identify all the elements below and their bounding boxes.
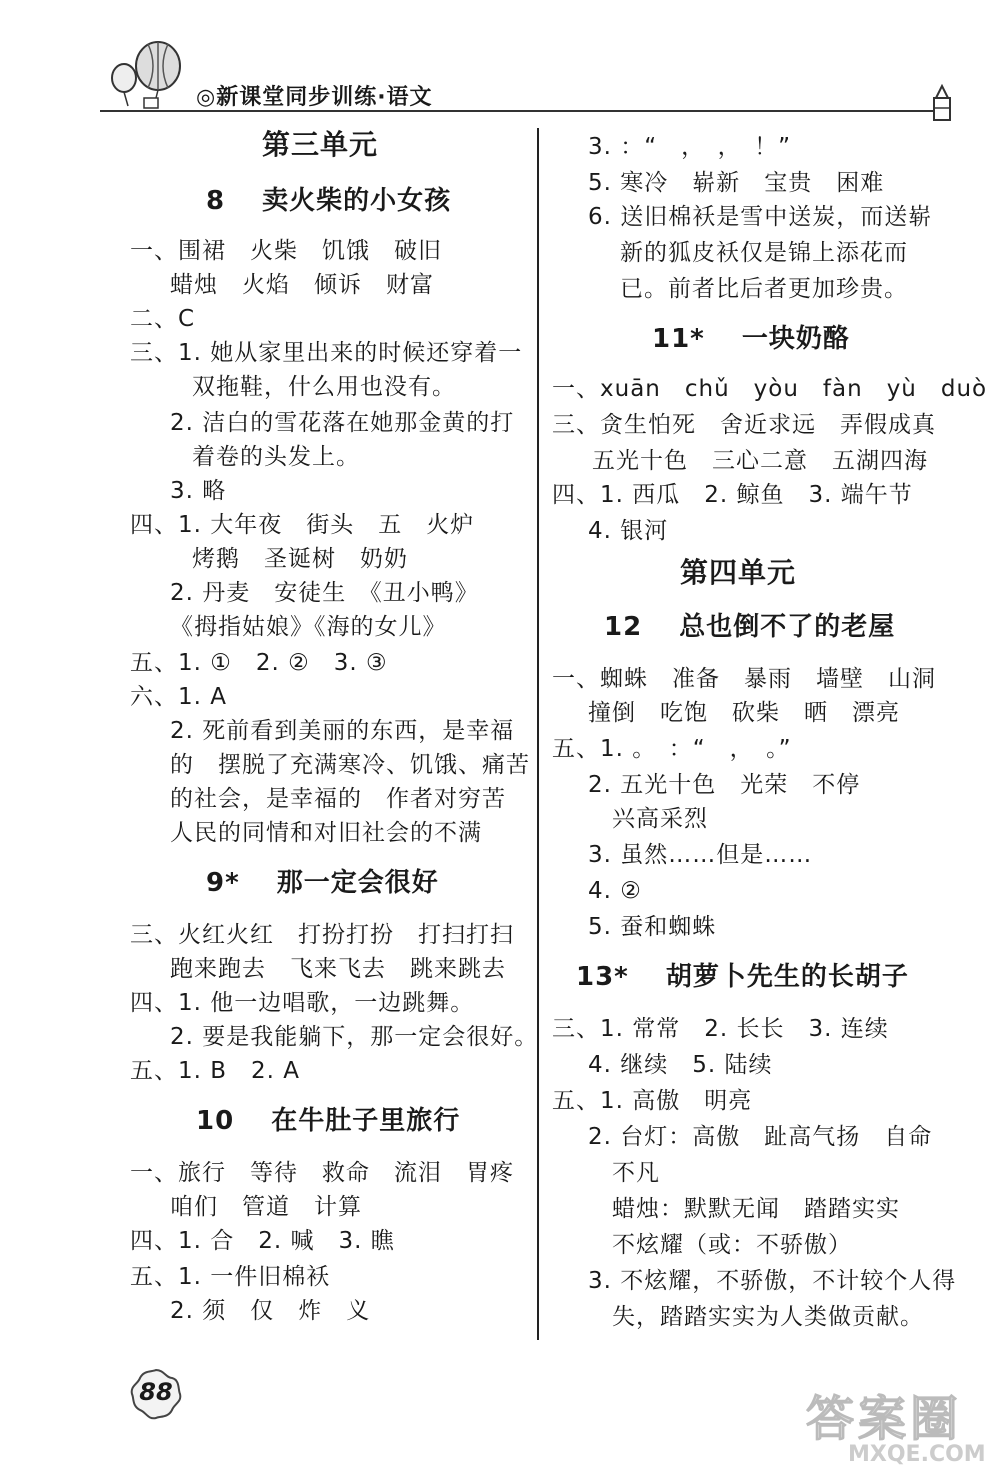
page-number: 88 (139, 1378, 173, 1406)
answer-line: 2. 须 仅 炸 义 (170, 1298, 371, 1324)
answer-line: 五、1. 。 ：“ ， 。” (552, 736, 792, 762)
answer-line: 不凡 (612, 1160, 660, 1186)
answer-line: 四、1. 大年夜 街头 五 火炉 (130, 512, 475, 538)
balloons-icon (100, 40, 190, 112)
answer-line: 一、围裙 火柴 饥饿 破旧 (130, 238, 442, 264)
answer-line: 蜡烛 火焰 倾诉 财富 (170, 272, 434, 298)
answer-line: 4. ② (588, 878, 642, 904)
answer-line: 一、旅行 等待 救命 流泪 胃疼 (130, 1160, 514, 1186)
page-header (0, 0, 1000, 120)
answer-line: 兴高采烈 (612, 806, 708, 832)
answer-line: 的社会，是幸福的 作者对穷苦 (170, 786, 506, 812)
answer-line: 一、蜘蛛 准备 暴雨 墙壁 山洞 (552, 666, 936, 692)
column-divider (537, 128, 539, 1340)
answer-line: 撞倒 吃饱 砍柴 晒 漂亮 (588, 700, 900, 726)
answer-line: 咱们 管道 计算 (170, 1194, 362, 1220)
answer-line: 烤鹅 圣诞树 奶奶 (192, 546, 408, 572)
answer-line: 3. 略 (170, 478, 227, 504)
answer-line: 三、火红火红 打扮打扮 打扫打扫 (130, 922, 514, 948)
watermark-url: MXQE.COM (848, 1442, 986, 1467)
answer-line: 6. 送旧棉袄是雪中送炭，而送崭 (588, 204, 933, 230)
answer-line: 人民的同情和对旧社会的不满 (170, 820, 482, 846)
section-heading: 8 卖火柴的小女孩 (206, 186, 452, 216)
answer-line: 2. 洁白的雪花落在她那金黄的打 (170, 410, 515, 436)
answer-line: 2. 要是我能躺下，那一定会很好。 (170, 1024, 539, 1050)
answer-line: 四、1. 西瓜 2. 鲸鱼 3. 端午节 (552, 482, 913, 508)
answer-line: 三、贪生怕死 舍近求远 弄假成真 (552, 412, 936, 438)
answer-line: 《拇指姑娘》《海的女儿》 (170, 614, 447, 640)
watermark (770, 1380, 990, 1470)
answer-line: 五、1. B 2. A (130, 1058, 301, 1084)
section-heading: 第三单元 (262, 128, 379, 161)
answer-line: 一、xuān chǔ yòu fàn yù duò (552, 376, 988, 402)
section-heading: 9* 那一定会很好 (206, 868, 439, 898)
answer-line: 四、1. 他一边唱歌，一边跳舞。 (130, 990, 475, 1016)
answer-line: 2. 五光十色 光荣 不停 (588, 772, 861, 798)
answer-line: 2. 台灯：高傲 趾高气扬 自命 (588, 1124, 933, 1150)
answer-line: 5. 蚕和蜘蛛 (588, 914, 717, 940)
answer-line: 4. 继续 5. 陆续 (588, 1052, 773, 1078)
answer-line: 三、1. 常常 2. 长长 3. 连续 (552, 1016, 889, 1042)
answer-line: 着卷的头发上。 (192, 444, 360, 470)
answer-line: 失，踏踏实实为人类做贡献。 (612, 1304, 924, 1330)
section-heading: 13* 胡萝卜先生的长胡子 (576, 962, 909, 992)
corner-ornament-icon (930, 84, 954, 124)
answer-line: 4. 银河 (588, 518, 669, 544)
answer-line: 3. 虽然……但是…… (588, 842, 813, 868)
answer-line: 双拖鞋，什么用也没有。 (192, 374, 456, 400)
answer-line: 六、1. A (130, 684, 227, 710)
answer-line: 二、C (130, 306, 196, 332)
answer-line: 蜡烛：默默无闻 踏踏实实 (612, 1196, 900, 1222)
answer-line: 三、1. 她从家里出来的时候还穿着一 (130, 340, 523, 366)
answer-line: 2. 丹麦 安徒生 《丑小鸭》 (170, 580, 479, 606)
answer-line: 5. 寒冷 崭新 宝贵 困难 (588, 170, 885, 196)
answer-line: 新的狐皮袄仅是锦上添花而 (620, 240, 908, 266)
answer-line: 五光十色 三心二意 五湖四海 (592, 448, 928, 474)
answer-line: 五、1. 一件旧棉袄 (130, 1264, 331, 1290)
page-number-badge (128, 1366, 184, 1422)
section-heading: 11* 一块奶酪 (652, 324, 850, 354)
watermark-logo-text: 答案圈 (806, 1391, 963, 1447)
header-title: ◎新课堂同步训练·语文 (196, 85, 433, 110)
answer-line: 已。前者比后者更加珍贵。 (620, 276, 908, 302)
answer-line: 五、1. 高傲 明亮 (552, 1088, 753, 1114)
answer-line: 2. 死前看到美丽的东西，是幸福 (170, 718, 515, 744)
answer-line: 3. 不炫耀，不骄傲，不计较个人得 (588, 1268, 957, 1294)
answer-line: 四、1. 合 2. 喊 3. 瞧 (130, 1228, 395, 1254)
answer-line: 不炫耀（或：不骄傲） (612, 1232, 852, 1258)
answer-line: 3. ：“ ， ， ！” (588, 134, 792, 160)
section-heading: 第四单元 (680, 556, 797, 589)
section-heading: 12 总也倒不了的老屋 (604, 612, 896, 642)
section-heading: 10 在牛肚子里旅行 (196, 1106, 461, 1136)
answer-line: 的 摆脱了充满寒冷、饥饿、痛苦 (170, 752, 530, 778)
answer-line: 跑来跑去 飞来飞去 跳来跳去 (170, 956, 506, 982)
header-rule (100, 110, 940, 112)
answer-line: 五、1. ① 2. ② 3. ③ (130, 650, 388, 676)
